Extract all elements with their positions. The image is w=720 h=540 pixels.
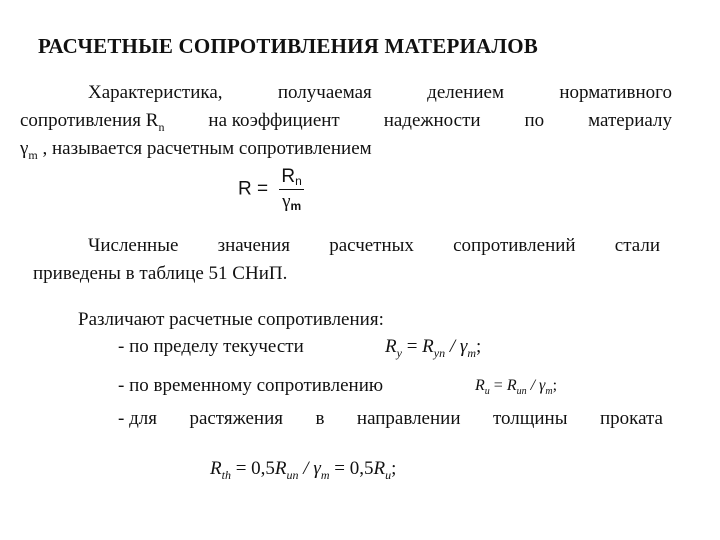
formula-subscript: un <box>286 468 299 482</box>
list-word: толщины <box>492 408 568 429</box>
para2-word: сопротивлений <box>453 235 576 256</box>
para1-word: получаемая <box>277 82 372 103</box>
para1-line3 <box>20 138 372 160</box>
para1-word: материалу <box>588 110 672 131</box>
formula-symbol: γ <box>459 336 468 357</box>
para2-word: стали <box>614 235 660 256</box>
list-word: проката <box>599 408 663 429</box>
formula-subscript: th <box>221 468 231 482</box>
formula-subscript: y <box>396 346 402 360</box>
para1-line2-text: сопротивления R <box>20 110 159 131</box>
rn-subscript: n <box>158 120 165 134</box>
para1-line1 <box>88 82 672 104</box>
formula-symbol: R <box>475 377 485 394</box>
page-title: РАСЧЕТНЫЕ СОПРОТИВЛЕНИЯ МАТЕРИАЛОВ <box>38 34 538 58</box>
denominator-symbol: γ <box>282 191 291 212</box>
gamma-symbol: γ <box>20 138 29 159</box>
formula-symbol: R <box>422 336 434 357</box>
formula-symbol: γ <box>539 377 546 394</box>
formula-operator: = <box>489 377 507 394</box>
formula-operator: / <box>298 458 314 479</box>
formula-operator: / <box>445 336 460 357</box>
para2-line2: приведены в таблице 51 СНиП. <box>33 263 288 284</box>
formula-operator: = <box>401 336 423 357</box>
para1-line2 <box>20 110 672 132</box>
list-word: направлении <box>356 408 461 429</box>
formula-ru <box>475 377 557 395</box>
formula-terminator: ; <box>476 336 482 357</box>
para2-word: значения <box>217 235 291 256</box>
formula-operator: = 0,5 <box>329 458 374 479</box>
formula-symbol: R <box>506 377 517 394</box>
formula-subscript: un <box>516 386 527 397</box>
formula-operator: / <box>526 377 540 394</box>
list-item-ultimate: - по временному сопротивлению <box>118 375 384 396</box>
formula-rth <box>210 458 396 480</box>
para1-word: делением <box>427 82 504 103</box>
formula-subscript: m <box>545 386 553 397</box>
formula-subscript: m <box>320 468 330 482</box>
para1-line3-text: , называется расчетным сопротивлением <box>37 138 372 159</box>
formula-ry <box>385 336 481 358</box>
para2-line1 <box>88 235 660 257</box>
denominator-subscript: m <box>290 199 302 213</box>
formula-terminator: ; <box>391 458 397 479</box>
para1-word: нормативного <box>559 82 672 103</box>
para2-word: расчетных <box>329 235 414 256</box>
para1-line2-start <box>20 110 164 132</box>
formula-symbol: γ <box>313 458 321 479</box>
list-word: растяжения <box>189 408 283 429</box>
formula-lhs: R = <box>238 178 269 200</box>
formula-fraction <box>279 166 303 213</box>
numerator-symbol: R <box>281 166 296 187</box>
para1-word: надежности <box>383 110 481 131</box>
list-intro: Различают расчетные сопротивления: <box>78 309 384 330</box>
formula-symbol: R <box>274 458 287 479</box>
formula-subscript: yn <box>433 346 446 360</box>
para1-word: на коэффициент <box>208 110 340 131</box>
formula-subscript: u <box>484 386 490 397</box>
formula-symbol: R <box>385 336 397 357</box>
formula-symbol: R <box>210 458 222 479</box>
list-item-thickness <box>118 408 663 430</box>
formula-subscript: m <box>467 346 477 360</box>
formula-terminator: ; <box>552 377 558 394</box>
fraction-denominator <box>279 190 303 213</box>
formula-operator: = 0,5 <box>230 458 275 479</box>
formula-main <box>238 166 304 213</box>
para1-word: по <box>524 110 545 131</box>
fraction-numerator <box>279 166 303 190</box>
formula-subscript: u <box>385 468 392 482</box>
list-word: - для <box>118 408 157 429</box>
list-item-yield: - по пределу текучести <box>118 336 304 357</box>
para1-word: Характеристика, <box>88 82 223 103</box>
gamma-subscript: m <box>28 148 38 162</box>
list-word: в <box>315 408 325 429</box>
formula-symbol: R <box>373 458 386 479</box>
para2-word: Численные <box>88 235 179 256</box>
numerator-subscript: n <box>295 174 302 188</box>
